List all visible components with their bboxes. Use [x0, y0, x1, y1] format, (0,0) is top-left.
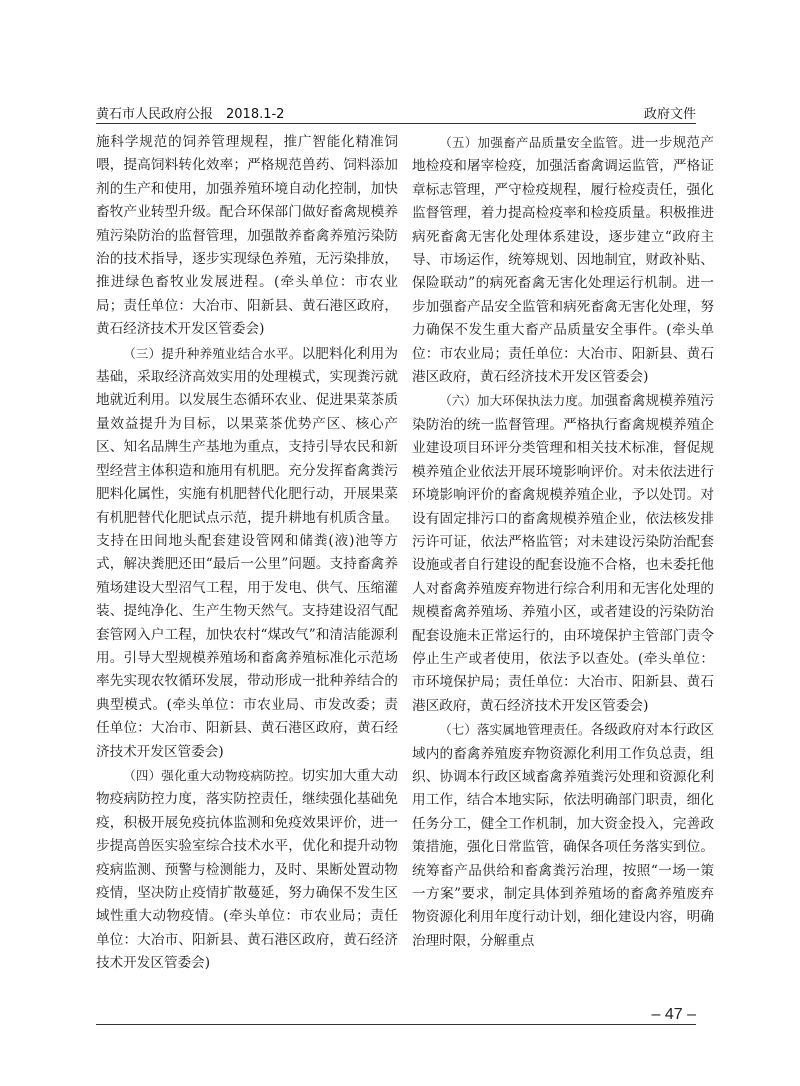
- paragraph-section-3: [96, 342, 398, 764]
- page-header: [96, 103, 696, 123]
- left-column: [96, 131, 398, 976]
- section-4-heading: （四）强化重大动物疫病防控。: [123, 767, 302, 783]
- section-7-body: 各级政府对本行政区域内的畜禽养殖废弃物资源化利用工作负总责，组织、协调本行政区域畜禽养殖粪污处理和资源化利用工作，结合本地实际，依法明确部门职责，细化任务分工，健全工作机制，加大资金投入，完善政策措施，强化日常监管，确保各项任务落实到位。统筹畜产品供给和畜禽粪污治理，按照“一场一策一方案”要求，制定具体到养殖场的畜禽养殖废弃物资源化利用年度行动计划，细化建设内容，明确治理时限，分解重点: [412, 722, 714, 949]
- paragraph-continued: 施科学规范的饲养管理规程，推广智能化精准饲喂，提高饲料转化效率；严格规范兽药、饲料添加剂的生产和使用，加强养殖环境自动化控制，加快畜牧产业转型升级。配合环保部门做好畜禽规模养殖污染防治的监督管理，加强散养畜禽养殖污染防治的技术指导，逐步实现绿色养殖，无污染排放，推进绿色畜牧业发展进程。(牵头单位：市农业局；责任单位：大冶市、阳新县、黄石港区政府，黄石经济技术开发区管委会): [96, 134, 398, 338]
- section-label: 政府文件: [643, 107, 696, 122]
- footer-divider: [96, 1024, 696, 1025]
- section-4-body: 切实加大重大动物疫病防控力度，落实防控责任，继续强化基础免疫，积极开展免疫抗体监测和免疫效果评价，进一步提高兽医实验室综合技术水平，优化和提升动物疫病监测、预警与检测能力，及时、果断处置动物疫情，坚决防止疫情扩散蔓延，努力确保不发生区域性重大动物疫情。(牵头单位：市农业局；责任单位：大冶市、阳新县、黄石港区政府，黄石经济技术开发区管委会): [96, 767, 398, 972]
- paragraph-section-4: [96, 764, 398, 976]
- section-6-body: 加强畜禽规模养殖污染防治的统一监督管理。严格执行畜禽规模养殖企业建设项目环评分类管理和相关技术标准，督促规模养殖企业依法开展环境影响评价。对未依法进行环境影响评价的畜禽规模养殖企业，予以处罚。对设有固定排污口的畜禽规模养殖企业，依法核发排污许可证，依法严格监管；对未建设污染防治配套设施或者自行建设的配套设施不合格，也未委托他人对畜禽养殖废弃物进行综合利用和无害化处理的规模畜禽养殖场、养殖小区，或者建设的污染防治配套设施未正常运行的，由环境保护主管部门责令停止生产或者使用，依法予以查处。(牵头单位：市环境保护局；责任单位：大冶市、阳新县、黄石港区政府，黄石经济技术开发区管委会): [412, 393, 714, 714]
- journal-title: 黄石市人民政府公报 2018.1-2: [96, 107, 285, 122]
- section-5-heading: （五）加强畜产品质量安全监管。: [439, 135, 631, 150]
- paragraph-section-7: [412, 718, 714, 953]
- section-5-body: 进一步规范产地检疫和屠宰检疫，加强活畜禽调运监管，严格证章标志管理，严守检疫规程，履行检疫责任，强化监督管理，着力提高检疫率和检疫质量。积极推进病死畜禽无害化处理体系建设，逐步建立“政府主导、市场运作，统筹规划、因地制宜，财政补贴、保险联动”的病死畜禽无害化处理运行机制。进一步加强畜产品安全监管和病死畜禽无害化处理，努力确保不发生重大畜产品质量安全事件。(牵头单位：市农业局；责任单位：大冶市、阳新县、黄石港区政府，黄石经济技术开发区管委会): [412, 135, 714, 386]
- page-number: – 47 –: [651, 1006, 696, 1023]
- paragraph-section-6: [412, 389, 714, 718]
- right-column: [412, 131, 714, 953]
- section-3-heading: （三）提升种养殖业结合水平。: [123, 345, 302, 361]
- section-7-heading: （七）落实属地管理责任。: [439, 722, 591, 738]
- section-6-heading: （六）加大环保执法力度。: [439, 393, 591, 409]
- header-divider: [96, 123, 696, 124]
- paragraph-section-5: [412, 131, 714, 389]
- section-3-body: 以肥料化利用为基础，采取经济高效实用的处理模式，实现粪污就地就近利用。以发展生态循环农业、促进果菜茶质量效益提升为目标，以果菜茶优势产区、核心产区、知名品牌生产基地为重点，支持引导农民和新型经营主体积造和施用有机肥。充分发挥畜禽粪污肥料化属性，实施有机肥替代化肥行动，开展果菜有机肥替代化肥试点示范，提升耕地有机质含量。支持在田间地头配套建设管网和储粪(液)池等方式，解决粪肥还田“最后一公里”问题。支持畜禽养殖场建设大型沼气工程，用于发电、供气、压缩灌装、提纯净化、生产生物天然气。支持建设沼气配套管网入户工程，加快农村“煤改气”和清洁能源利用。引导大型规模养殖场和畜禽养殖标准化示范场率先实现农牧循环发展，带动形成一批种养结合的典型模式。(牵头单位：市农业局、市发改委；责任单位：大冶市、阳新县、黄石港区政府，黄石经济技术开发区管委会): [96, 345, 398, 760]
